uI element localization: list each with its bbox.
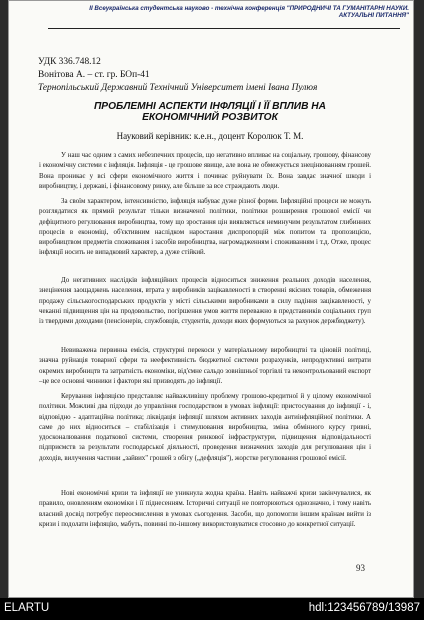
paragraph-2: За своїм характером, інтенсивністю, інфляція набуває дуже різної форми. Інфляційні процеси не можуть розглядатися як прямий результат тільки визначеної політики, політики розширення грошової емісії чи дефіцитного регулювання виробництва, тому що зростання цін виявляється неминучим результатом глибинних процесів в економіці, об'єктивним наслідком наростання диспропорцій між попитом та пропозицією, виробництвом предметів споживання і засобів виробництва, нагромадженням і споживанням і т.д. Отже, процес інфляції носить не випадковий характер, а дуже стійкий. bbox=[39, 198, 371, 257]
paragraph-5: Керування інфляцією представляє найважливішу проблему грошово-кредитної й у цілому економічної політики. Можливі два підходи до управління господарством в умовах інфляції: пристосування до інфляції - і, відповідно - адаптаційна політика; ліквідація інфляції шляхом активних заходів антиінфляційної політики. А саме до них відноситься – стабілізація і стимулювання виробництва, зміна обмінного курсу гривні, удосконалювання податкової системи, створення ринкової інфраструктури, підвищення відповідальності підприємств за результати господарської діяльності, проведення визначених заходів для регулювання цін і доходів, вилучення частини „зайвих" грошей з обігу („дефляція"), жорстке регулювання грошової емісії. bbox=[39, 393, 371, 462]
repository-name[interactable]: ELARTU bbox=[4, 602, 50, 614]
scientific-advisor: Науковий керівник: к.е.н., доцент Королюк Т. М. bbox=[116, 131, 304, 141]
udc-code: УДК 336.748.12 bbox=[38, 57, 101, 67]
paragraph-1: У наш час одним з самих небезпечних процесів, що негативно впливає на соціальну, грошову, фінансову і економічну системи є інфляція. Інфляція - це грошове явище, але вона не обмежується знецінюванням грошей. Вона проникає у всі сфери економічного життя і починає руйнувати їх. Вона завдає значної шкоди і виробництву, і державі, і фінансовому ринку, але більше за все страждають люди. bbox=[39, 152, 371, 190]
affiliation-line: Тернопільський Державний Технічний Університет імені Івана Пулюя bbox=[38, 83, 318, 93]
conference-header: II Всеукраїнська студентська науково - технічна конференція "ПРИРОДНИЧІ ТА ГУМАНІТАРНІ НАУКИ. АКТУАЛЬНІ ПИТАННЯ" bbox=[89, 5, 409, 20]
handle-link[interactable]: hdl:123456789/13987 bbox=[308, 602, 420, 614]
paragraph-6: Нові економічні кризи та інфляції не уникнула жодна країна. Навіть найважчі кризи закінчувалися, як правило, оновленням економіки і її піднесенням. Історичні ситуації не повторюються однозначно, і тому навіть власний досвід потребує переосмислення в умовах сьогодення. Засоби, що допомогли іншим країнам вийти із кризи і подолати інфляцію, мабуть, повинні по-іншому використовуватися стосовно до конкретної ситуації. bbox=[39, 490, 371, 528]
page-number: 93 bbox=[356, 563, 365, 573]
paper-title: ПРОБЛЕМНІ АСПЕКТИ ІНФЛЯЦІЇ І ЇЇ ВПЛИВ НА ЕКОНОМІЧНИЙ РОЗВИТОК bbox=[93, 101, 327, 124]
repository-footer bbox=[0, 598, 424, 620]
paragraph-3: До негативних наслідків інфляційних процесів відноситься зниження реальних доходів населення, знецінення заощаджень населення, втрата у виробників зацікавленості в створенні якісних товарів, обмеження продажу сільськогосподарських продуктів у місті сільськими виробниками в силу падіння зацікавленості, у чеканні підвищення цін на продовольство, погіршення умов життя переважно в представників соціальних груп із твердими доходами (пенсіонерів, службовців, студентів, доходи яких формуються за рахунок держбюджету). bbox=[39, 277, 371, 326]
paragraph-4: Невиважена первинна емісія, структурні перекоси у матеріальному виробництві та ціновій політиці, значна руйнація товарної сфери та неефективність бюджетної системи розрахунків, непродуктивні витрати окремих виробництв та затратність економіки, від'ємне сальдо зовнішньої торгівлі та неконтрольований експорт –це все основні чинники і фактори які призводять до інфляції. bbox=[39, 347, 371, 385]
author-line: Вонітова А. – ст. гр. БОп-41 bbox=[38, 70, 150, 80]
header-rule bbox=[48, 28, 400, 29]
